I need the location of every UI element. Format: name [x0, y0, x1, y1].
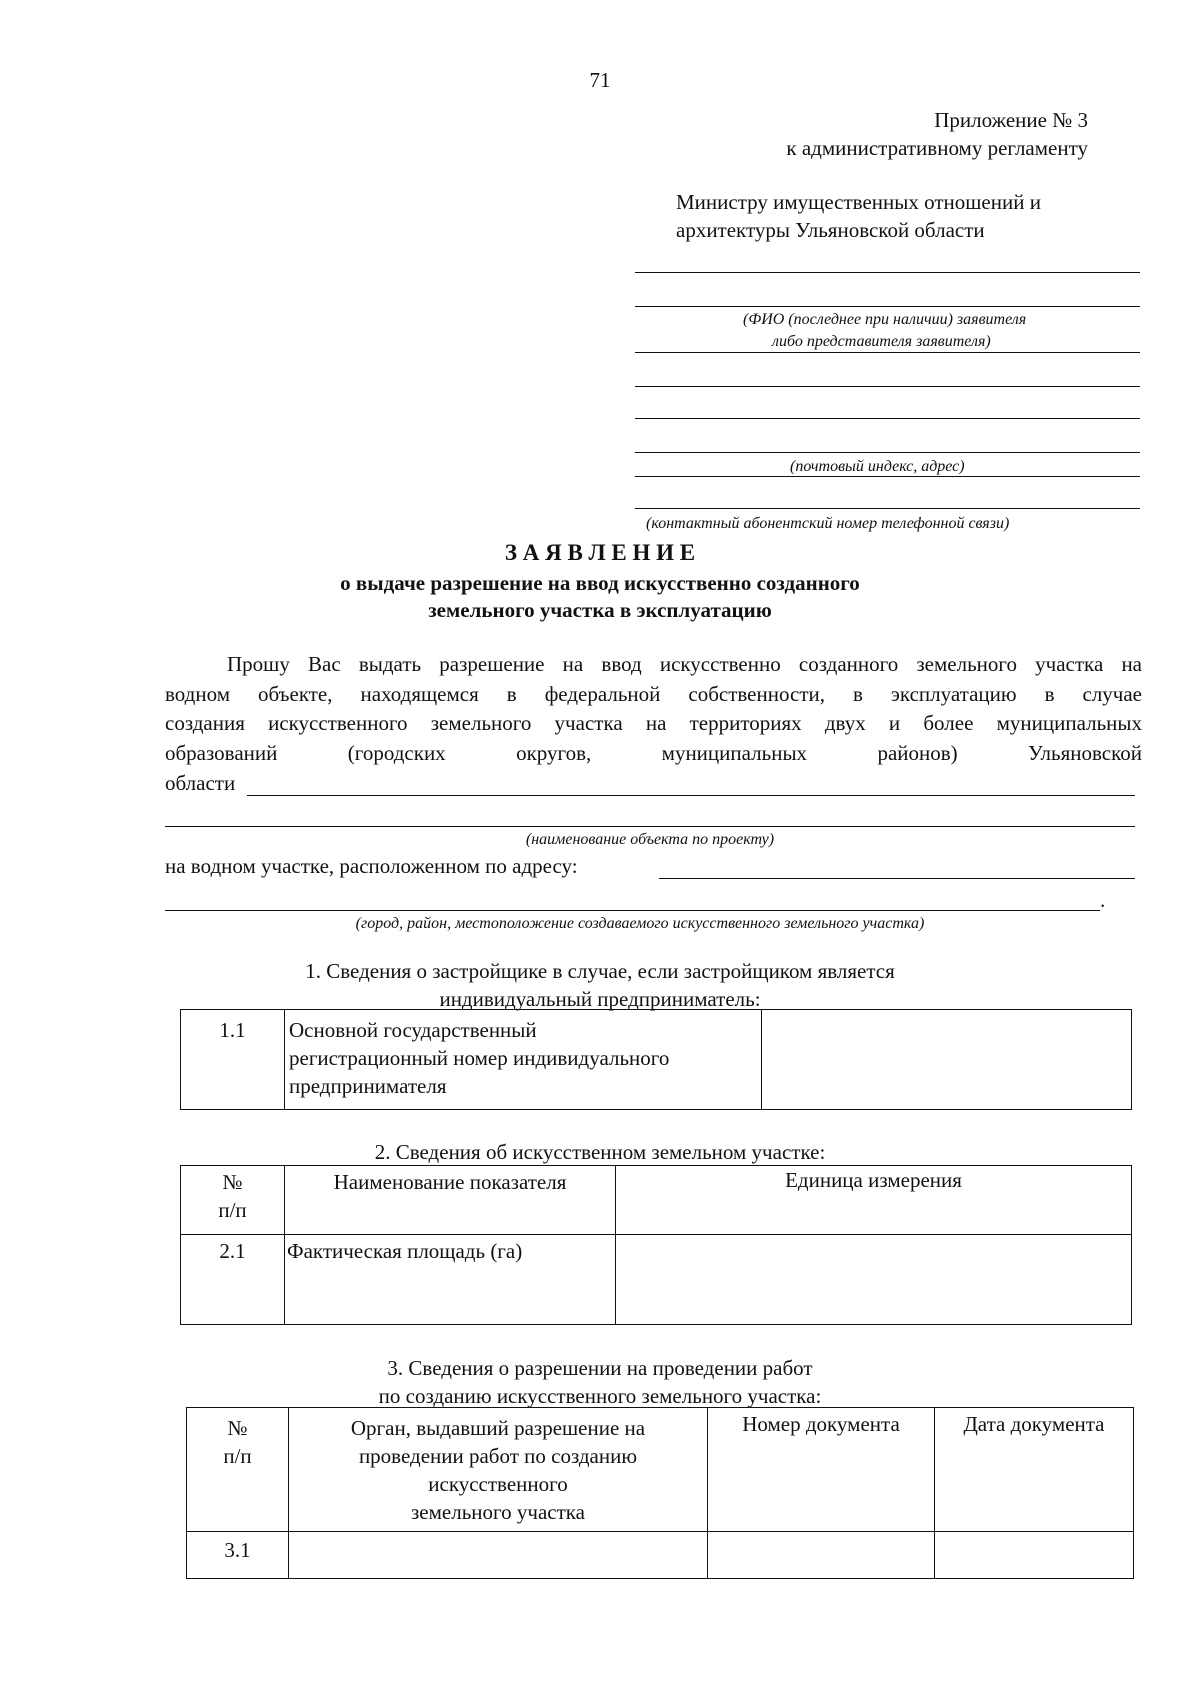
col-header-num — [187, 1408, 289, 1532]
section1-title-1: 1. Сведения о застройщике в случае, если застройщиком является — [305, 959, 895, 983]
col-org-line-3: искусственного — [428, 1472, 568, 1496]
applicant-name-line-2[interactable] — [635, 306, 1140, 307]
address-hint: (почтовый индекс, адрес) — [790, 458, 965, 475]
applicant-name-line-3[interactable] — [635, 352, 1140, 353]
page-number: 71 — [589, 68, 611, 92]
object-address-line-1[interactable] — [659, 878, 1135, 879]
body-line-4: образований (городских округов, муниципальных районов) Ульяновской — [165, 741, 1142, 765]
section3-title-2: по созданию искусственного земельного участка: — [378, 1384, 822, 1408]
row-label-line-3: предпринимателя — [289, 1074, 447, 1098]
document-subtitle-1: о выдаче разрешение на ввод искусственно созданного — [340, 571, 860, 595]
section2-title: 2. Сведения об искусственном земельном участке: — [374, 1140, 826, 1164]
document-title: З А Я В Л Е Н И Е — [504, 540, 696, 565]
col-header-num — [181, 1166, 285, 1235]
table-row — [181, 1010, 1132, 1110]
row-number: 1.1 — [181, 1010, 285, 1110]
col-org-line-1: Орган, выдавший разрешение на — [350, 1416, 646, 1440]
object-name-line-2[interactable] — [165, 826, 1135, 827]
row-label-line-2: регистрационный номер индивидуального — [289, 1046, 670, 1070]
col-org-line-2: проведении работ по созданию — [358, 1444, 638, 1468]
developer-table — [180, 1009, 1132, 1110]
ogrnip-value-cell[interactable] — [762, 1010, 1132, 1110]
row-label — [285, 1010, 762, 1110]
applicant-name-line-1[interactable] — [635, 272, 1140, 273]
address-line-2[interactable] — [635, 418, 1140, 419]
object-name-hint: (наименование объекта по проекту) — [525, 831, 775, 848]
col-header-unit: Единица измерения — [616, 1166, 1132, 1235]
phone-hint: (контактный абонентский номер телефонной связи) — [646, 515, 1010, 532]
col-header-org — [289, 1408, 708, 1532]
applicant-name-hint-1: (ФИО (последнее при наличии) заявителя — [743, 311, 1027, 328]
document-date-cell[interactable] — [935, 1532, 1134, 1579]
col-org-line-4: земельного участка — [411, 1500, 585, 1524]
land-plot-table — [180, 1165, 1132, 1325]
col-header-name: Наименование показателя — [285, 1166, 616, 1235]
row-label-line-1: Основной государственный — [289, 1018, 537, 1042]
col-num-abbr: п/п — [218, 1198, 247, 1222]
object-name-line-1[interactable] — [247, 795, 1135, 796]
section3-title-1: 3. Сведения о разрешении на проведении работ — [387, 1356, 813, 1380]
table-header-row — [187, 1408, 1134, 1532]
row-label: Фактическая площадь (га) — [285, 1235, 616, 1325]
location-hint: (город, район, местоположение создаваемого искусственного земельного участка) — [355, 915, 925, 932]
phone-line[interactable] — [635, 508, 1140, 509]
area-value-cell[interactable] — [616, 1235, 1132, 1325]
period-mark: . — [1100, 888, 1106, 912]
permit-table — [186, 1407, 1134, 1579]
table-row — [181, 1235, 1132, 1325]
issuing-authority-cell[interactable] — [289, 1532, 708, 1579]
row-number: 2.1 — [181, 1235, 285, 1325]
address-line-3[interactable] — [635, 452, 1140, 453]
col-num-symbol: № — [222, 1170, 243, 1194]
document-number-cell[interactable] — [708, 1532, 935, 1579]
body-line-5: области — [165, 771, 236, 795]
col-num-symbol: № — [227, 1416, 248, 1440]
col-header-docnum: Номер документа — [708, 1408, 935, 1532]
row-number: 3.1 — [187, 1532, 289, 1579]
object-address-line-2[interactable] — [165, 910, 1100, 911]
body-line-2: водном объекте, находящемся в федеральной собственности, в эксплуатацию в случае — [165, 682, 1142, 706]
document-subtitle-2: земельного участка в эксплуатацию — [428, 598, 772, 622]
table-row — [187, 1532, 1134, 1579]
col-num-abbr: п/п — [223, 1444, 252, 1468]
col-header-docdate: Дата документа — [935, 1408, 1134, 1532]
body-line-1: Прошу Вас выдать разрешение на ввод искусственно созданного земельного участка на — [227, 652, 1142, 676]
address-line-1[interactable] — [635, 386, 1140, 387]
address-prompt: на водном участке, расположенном по адресу: — [165, 854, 578, 878]
regulation-label: к административному регламенту — [786, 136, 1088, 160]
table-header-row — [181, 1166, 1132, 1235]
applicant-name-hint-2: либо представителя заявителя) — [772, 333, 991, 350]
section1-title-2: индивидуальный предприниматель: — [439, 987, 761, 1011]
addressee-line-2: архитектуры Ульяновской области — [676, 218, 985, 242]
addressee-line-1: Министру имущественных отношений и — [676, 190, 1041, 214]
appendix-label: Приложение № 3 — [934, 108, 1088, 132]
body-line-3: создания искусственного земельного участка на территориях двух и более муниципальных — [165, 711, 1142, 735]
